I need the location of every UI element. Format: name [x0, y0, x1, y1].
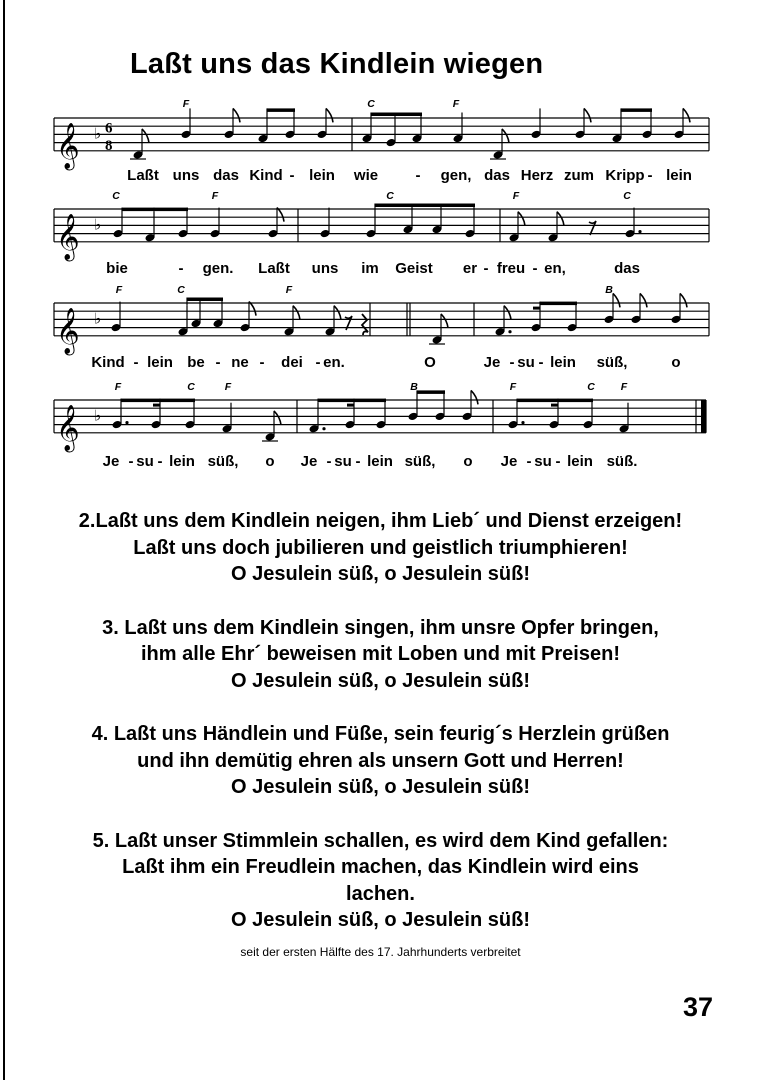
note-flag — [334, 306, 341, 320]
note-flag — [326, 108, 333, 122]
staff-system — [54, 381, 706, 470]
chord-symbol: F — [285, 284, 293, 296]
lyric-syllable: Laßt — [258, 260, 290, 277]
note-beam — [417, 390, 445, 394]
time-signature-top: 6 — [105, 120, 113, 137]
lyric-syllable: lein — [367, 453, 393, 470]
note-flag — [142, 129, 149, 143]
lyric-syllable: su — [534, 453, 552, 470]
flat-icon: ♭ — [94, 309, 102, 328]
note-flag — [504, 306, 511, 320]
note-flag — [274, 411, 281, 425]
song-title: Laßt uns das Kindlein wiegen — [130, 48, 544, 80]
verse-3 — [20, 615, 741, 695]
lyric-syllable: süß, — [207, 453, 239, 470]
note-flag — [584, 108, 591, 122]
note-flag — [518, 212, 525, 226]
note-flag — [680, 293, 687, 307]
lyric-syllable: lein — [666, 167, 692, 184]
verse-2 — [20, 508, 741, 588]
verse-line: 3. Laßt uns dem Kindlein singen, ihm unsre Opfer bringen, — [102, 616, 659, 639]
verse-line: O Jesulein süß, o Jesulein süß! — [231, 563, 530, 585]
lyric-syllable: lein — [550, 354, 576, 371]
note-dot — [508, 330, 511, 333]
lyric-syllable: - — [289, 167, 295, 184]
chord-symbol: C — [386, 190, 394, 202]
lyric-syllable: wie — [353, 167, 379, 184]
note-flag — [249, 302, 256, 316]
flat-icon: ♭ — [94, 124, 102, 143]
note-beam-16th — [533, 307, 540, 310]
chord-symbol: F — [182, 98, 190, 110]
note-beam — [122, 208, 188, 212]
treble-clef-icon: 𝄞 — [56, 307, 80, 354]
note-flag — [613, 293, 620, 307]
note-beam — [267, 108, 295, 112]
chord-symbol: B — [605, 284, 613, 296]
note-beam — [375, 204, 475, 208]
note-beam — [121, 399, 195, 403]
lyric-syllable: Kind — [249, 167, 283, 184]
treble-clef-icon: 𝄞 — [56, 122, 80, 169]
note-beam-16th — [347, 404, 354, 407]
note-beam — [621, 108, 652, 112]
lyric-syllable: das — [213, 167, 239, 184]
lyric-syllable: Kripp — [605, 167, 645, 184]
lyric-syllable: süß, — [404, 453, 436, 470]
music-score — [0, 0, 761, 480]
lyric-syllable: - — [415, 167, 421, 184]
lyric-syllable: Geist — [395, 260, 433, 277]
lyric-syllable: o — [265, 453, 275, 470]
lyric-syllable: - — [157, 453, 163, 470]
note-dot — [638, 230, 641, 233]
verse-line: O Jesulein süß, o Jesulein süß! — [231, 669, 530, 692]
lyric-syllable: süß. — [606, 453, 638, 470]
lyric-syllable: - — [215, 354, 221, 371]
footnote: seit der ersten Hälfte des 17. Jahrhunderts verbreitet — [240, 945, 521, 959]
lyric-syllable: Kind — [91, 354, 125, 371]
lyric-syllable: o — [671, 354, 681, 371]
lyric-syllable: zum — [564, 167, 594, 184]
lyric-syllable: gen. — [202, 260, 234, 277]
note-flag — [441, 314, 448, 328]
flat-icon: ♭ — [94, 215, 102, 234]
note-flag — [277, 208, 284, 222]
time-signature-bottom: 8 — [105, 137, 113, 154]
chord-symbol: F — [114, 381, 122, 393]
lyric-syllable: O — [424, 354, 436, 371]
lyric-syllable: - — [483, 260, 489, 277]
lyric-syllable: su — [136, 453, 154, 470]
chord-symbol: F — [452, 98, 460, 110]
chord-symbol: F — [509, 381, 517, 393]
chord-symbol: C — [587, 381, 595, 393]
chord-symbol: F — [512, 190, 520, 202]
lyric-syllable: ne — [231, 354, 249, 371]
lyric-syllable: lein — [567, 453, 593, 470]
note-flag — [502, 129, 509, 143]
verse-4 — [20, 721, 741, 801]
lyric-syllable: su — [334, 453, 352, 470]
lyric-syllable: das — [614, 260, 640, 277]
note-beam — [540, 302, 577, 306]
note-beam — [187, 298, 223, 302]
note-flag — [471, 390, 478, 404]
lyric-syllable: im — [361, 260, 379, 277]
chord-symbol: B — [410, 381, 418, 393]
staff-system — [54, 284, 709, 371]
note-beam-16th — [153, 404, 160, 407]
lyric-syllable: Je — [500, 453, 518, 470]
chord-symbol: F — [115, 284, 123, 296]
chord-symbol: C — [187, 381, 195, 393]
eighth-rest-icon — [589, 221, 596, 235]
note-dot — [521, 421, 524, 424]
lyric-syllable: uns — [172, 167, 200, 184]
verse-line: Laßt uns doch jubilieren und geistlich triumphieren! — [133, 536, 628, 559]
lyric-syllable: er — [462, 260, 478, 277]
chord-symbol: C — [367, 98, 375, 110]
lyric-syllable: - — [326, 453, 332, 470]
lyric-syllable: - — [509, 354, 515, 371]
lyric-syllable: - — [647, 167, 653, 184]
chord-symbol: C — [623, 190, 631, 202]
verse-line: lachen. — [346, 882, 415, 905]
verse-line: und ihn demütig ehren als unsern Gott und Herren! — [137, 749, 624, 772]
note-flag — [293, 306, 300, 320]
note-beam — [318, 399, 386, 403]
chord-symbol: C — [112, 190, 120, 202]
note-flag — [683, 108, 690, 122]
verse-line: ihm alle Ehr´ beweisen mit Loben und mit Preisen! — [141, 643, 620, 665]
flat-icon: ♭ — [94, 406, 102, 425]
lyric-syllable: süß, — [596, 354, 628, 371]
lyric-syllable: Herz — [520, 167, 554, 184]
verse-line: Laßt ihm ein Freudlein machen, das Kindlein wird eins — [122, 856, 639, 878]
lyric-syllable: o — [463, 453, 473, 470]
lyric-syllable: gen, — [440, 167, 472, 184]
lyric-syllable: Je — [102, 453, 120, 470]
lyric-syllable: lein — [309, 167, 335, 184]
note-beam — [517, 399, 593, 403]
chord-symbol: F — [211, 190, 219, 202]
lyric-syllable: - — [526, 453, 532, 470]
final-barline — [701, 400, 706, 433]
lyric-syllable: freu — [496, 260, 526, 277]
verses — [20, 508, 741, 961]
note-dot — [322, 427, 325, 430]
note-flag — [557, 212, 564, 226]
note-flag — [640, 293, 647, 307]
verse-line: 2.Laßt uns dem Kindlein neigen, ihm Lieb´ und Dienst erzeigen! — [78, 510, 683, 532]
lyric-syllable: - — [128, 453, 134, 470]
note-dot — [125, 421, 128, 424]
lyric-syllable: Je — [300, 453, 318, 470]
lyric-syllable: - — [538, 354, 544, 371]
verse-5 — [20, 828, 741, 934]
lyric-syllable: en, — [544, 260, 566, 277]
note-beam-16th — [551, 404, 558, 407]
staff-system — [54, 190, 709, 277]
verse-line: 4. Laßt uns Händlein und Füße, sein feurig´s Herzlein grüßen — [91, 723, 670, 745]
lyric-syllable: bie — [106, 260, 128, 277]
lyric-syllable: su — [517, 354, 535, 371]
lyric-syllable: Je — [483, 354, 501, 371]
chord-symbol: F — [620, 381, 628, 393]
lyric-syllable: en. — [323, 354, 345, 371]
lyric-syllable: - — [355, 453, 361, 470]
lyric-syllable: uns — [311, 260, 339, 277]
lyric-syllable: das — [484, 167, 510, 184]
page-number: 37 — [682, 992, 713, 1022]
staff-system — [54, 98, 709, 184]
lyric-syllable: Laßt — [127, 167, 159, 184]
lyric-syllable: - — [178, 260, 184, 277]
lyric-syllable: lein — [147, 354, 173, 371]
verse-line: 5. Laßt unser Stimmlein schallen, es wird dem Kind gefallen: — [92, 829, 669, 852]
lyric-syllable: - — [555, 453, 561, 470]
quarter-rest-icon — [362, 314, 368, 335]
verse-line: O Jesulein süß, o Jesulein süß! — [231, 776, 530, 798]
note-flag — [233, 108, 240, 122]
lyric-syllable: lein — [169, 453, 195, 470]
treble-clef-icon: 𝄞 — [56, 213, 80, 260]
lyric-syllable: - — [259, 354, 265, 371]
note-beam — [371, 113, 422, 117]
lyric-syllable: - — [133, 354, 139, 371]
treble-clef-icon: 𝄞 — [56, 404, 80, 451]
verse-line: O Jesulein süß, o Jesulein süß! — [231, 909, 530, 931]
lyric-syllable: - — [532, 260, 538, 277]
lyric-syllable: dei — [281, 354, 303, 371]
lyric-syllable: - — [315, 354, 321, 371]
lyric-syllable: be — [187, 354, 205, 371]
chord-symbol: C — [177, 284, 185, 296]
chord-symbol: F — [224, 381, 232, 393]
